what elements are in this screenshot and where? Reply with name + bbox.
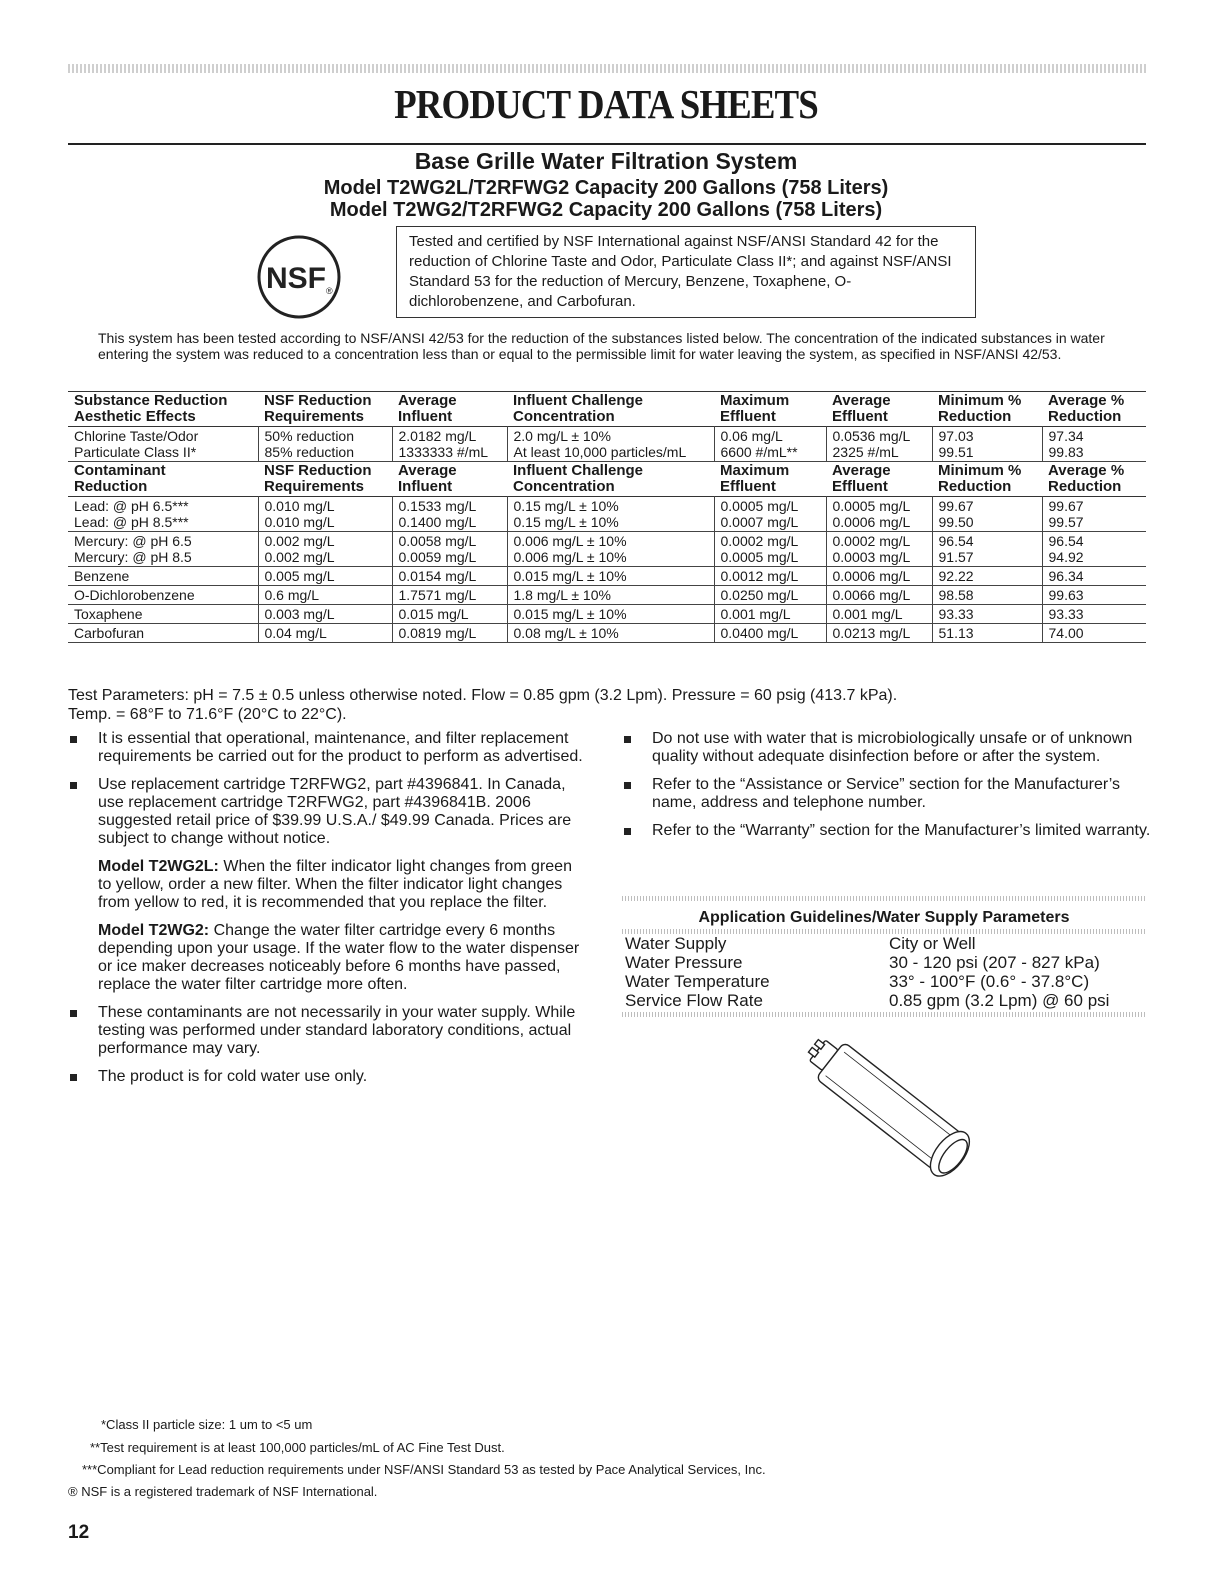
table-cell: 99.67 99.57 [1042, 497, 1146, 532]
dotted-divider [622, 1012, 1146, 1017]
table-cell: 0.003 mg/L [258, 605, 392, 624]
footnote-2: **Test requirement is at least 100,000 particles/mL of AC Fine Test Dust. [90, 1440, 505, 1455]
table-header-row [68, 392, 1146, 427]
column-header: Average Effluent [832, 392, 891, 425]
table-cell: 0.001 mg/L [826, 605, 932, 624]
right-column [622, 730, 1152, 850]
table-row [68, 567, 1146, 586]
table-row [68, 427, 1146, 462]
table-cell: 0.001 mg/L [714, 605, 826, 624]
column-header: NSF Reduction Requirements [264, 462, 372, 495]
footnote-4: ® NSF is a registered trademark of NSF International. [68, 1484, 378, 1499]
guidelines-title: Application Guidelines/Water Supply Parameters [698, 909, 1070, 926]
table-cell: 0.0005 mg/L 0.0006 mg/L [826, 497, 932, 532]
left-column [68, 730, 588, 1096]
table-cell: 97.03 99.51 [932, 427, 1042, 462]
table-cell: Mercury: @ pH 6.5 Mercury: @ pH 8.5 [68, 532, 258, 567]
table-cell: Chlorine Taste/Odor Particulate Class II* [68, 427, 258, 462]
list-item: Use replacement cartridge T2RFWG2, part #4396841. In Canada, use replacement cartridge T2RFWG2, part #4396841B. 2006 suggested retail price of $39.99 U.S.A./ $49.99 Canada. Prices are subject to change without notice. [68, 776, 588, 848]
table-cell: 51.13 [932, 624, 1042, 643]
table-cell: 0.005 mg/L [258, 567, 392, 586]
table-row [68, 532, 1146, 567]
test-parameters-line-2: Temp. = 68°F to 71.6°F (20°C to 22°C). [68, 706, 347, 723]
table-cell: 96.54 91.57 [932, 532, 1042, 567]
svg-text:®: ® [326, 286, 333, 296]
table-cell: 0.0819 mg/L [392, 624, 507, 643]
table-cell: 0.015 mg/L ± 10% [507, 567, 714, 586]
table-cell: 99.67 99.50 [932, 497, 1042, 532]
table-cell: 0.015 mg/L [392, 605, 507, 624]
table-cell: 97.34 99.83 [1042, 427, 1146, 462]
system-subtitle: Base Grille Water Filtration System [414, 148, 798, 174]
column-header: Minimum % Reduction [938, 462, 1022, 495]
table-cell: 0.015 mg/L ± 10% [507, 605, 714, 624]
table-cell: 0.0005 mg/L 0.0007 mg/L [714, 497, 826, 532]
table-cell: 0.04 mg/L [258, 624, 392, 643]
table-row [68, 624, 1146, 643]
nsf-logo-icon [256, 234, 342, 320]
table-cell: 0.1533 mg/L 0.1400 mg/L [392, 497, 507, 532]
column-header: NSF Reduction Requirements [264, 392, 372, 425]
table-cell: O-Dichlorobenzene [68, 586, 258, 605]
application-guidelines [622, 896, 1146, 1017]
list-item: These contaminants are not necessarily in your water supply. While testing was performed under standard laboratory conditions, actual performance may vary. [68, 1004, 588, 1058]
table-cell: 1.7571 mg/L [392, 586, 507, 605]
table-cell: 74.00 [1042, 624, 1146, 643]
model-t2wg2l-note [68, 858, 588, 912]
model-t2wg2-text: Change the water filter cartridge every 6 months depending upon your usage. If the water flow to the water dispenser or ice maker decreases noticeably before 6 months have passed, replace the water filter cartridge more often. [98, 922, 580, 993]
table-cell: 0.0400 mg/L [714, 624, 826, 643]
column-header: Average Influent [398, 392, 457, 425]
list-item: The product is for cold water use only. [68, 1068, 588, 1086]
certification-box: Tested and certified by NSF International against NSF/ANSI Standard 42 for the reduction of Chlorine Taste and Odor, Particulate Class II*; and against NSF/ANSI Standard 53 for the reduction of Mercury, Benzene, Toxaphene, O-dichlorobenzene, and Carbofuran. [396, 226, 976, 318]
header-dotted-strip [68, 64, 1146, 73]
guideline-row: Service Flow Rate 0.85 gpm (3.2 Lpm) @ 60 psi [625, 991, 1110, 1010]
dotted-divider [622, 896, 1146, 901]
table-cell: 92.22 [932, 567, 1042, 586]
column-header: Maximum Effluent [720, 462, 790, 495]
table-cell: 0.0012 mg/L [714, 567, 826, 586]
table-cell: Toxaphene [68, 605, 258, 624]
intro-paragraph: This system has been tested according to NSF/ANSI 42/53 for the reduction of the substances listed below. The concentration of the indicated substances in water entering the system was reduced to a concentration less than or equal to the permissible limit for water leaving the system, as specified in NSF/ANSI 42/53. [98, 330, 1105, 362]
table-cell: 0.006 mg/L ± 10% 0.006 mg/L ± 10% [507, 532, 714, 567]
table-cell: 0.0066 mg/L [826, 586, 932, 605]
table-cell: 0.15 mg/L ± 10% 0.15 mg/L ± 10% [507, 497, 714, 532]
table-row [68, 605, 1146, 624]
table-cell: 50% reduction 85% reduction [258, 427, 392, 462]
table-cell: 0.0006 mg/L [826, 567, 932, 586]
table-cell: 0.010 mg/L 0.010 mg/L [258, 497, 392, 532]
column-header: Influent Challenge Concentration [513, 392, 644, 425]
table-cell: 96.34 [1042, 567, 1146, 586]
table-row [68, 586, 1146, 605]
filter-cartridge-illustration [790, 1022, 990, 1192]
table-cell: 99.63 [1042, 586, 1146, 605]
page-title: PRODUCT DATA SHEETS [394, 81, 818, 127]
column-header: Average Influent [398, 462, 457, 495]
table-cell: Benzene [68, 567, 258, 586]
model-t2wg2-label: Model T2WG2: [98, 922, 210, 939]
list-item: Refer to the “Warranty” section for the Manufacturer’s limited warranty. [622, 822, 1152, 840]
list-item: It is essential that operational, maintenance, and filter replacement requirements be carried out for the product to perform as advertised. [68, 730, 588, 766]
page-number: 12 [68, 1522, 90, 1543]
model-line-1: Model T2WG2L/T2RFWG2 Capacity 200 Gallons (758 Liters) [323, 177, 889, 199]
table-cell: 0.0250 mg/L [714, 586, 826, 605]
table-cell: 0.002 mg/L 0.002 mg/L [258, 532, 392, 567]
table-cell: 93.33 [932, 605, 1042, 624]
title-rule [68, 143, 1146, 145]
test-parameters [68, 686, 1118, 724]
table-cell: 0.6 mg/L [258, 586, 392, 605]
test-parameters-line-1: Test Parameters: pH = 7.5 ± 0.5 unless otherwise noted. Flow = 0.85 gpm (3.2 Lpm). Pressure = 60 psig (413.7 kPa). [68, 687, 898, 704]
reduction-table [68, 391, 1146, 643]
table-cell: 96.54 94.92 [1042, 532, 1146, 567]
table-cell: 0.08 mg/L ± 10% [507, 624, 714, 643]
table-cell: 0.0002 mg/L 0.0005 mg/L [714, 532, 826, 567]
table-cell: 93.33 [1042, 605, 1146, 624]
column-header: Substance Reduction Aesthetic Effects [74, 392, 228, 425]
guideline-row: Water Temperature 33° - 100°F (0.6° - 37.8°C) [625, 972, 1090, 991]
svg-text:NSF: NSF [266, 262, 326, 295]
table-cell: 0.0536 mg/L 2325 #/mL [826, 427, 932, 462]
model-t2wg2l-label: Model T2WG2L: [98, 858, 219, 875]
column-header: Average % Reduction [1048, 392, 1125, 425]
column-header: Contaminant Reduction [74, 462, 166, 495]
table-cell: Lead: @ pH 6.5*** Lead: @ pH 8.5*** [68, 497, 258, 532]
column-header: Minimum % Reduction [938, 392, 1022, 425]
guideline-row: Water Supply City or Well [625, 934, 976, 953]
footnote-3: ***Compliant for Lead reduction requirements under NSF/ANSI Standard 53 as tested by Pace Analytical Services, Inc. [82, 1462, 766, 1477]
guideline-row: Water Pressure 30 - 120 psi (207 - 827 kPa) [625, 953, 1100, 972]
table-header-row [68, 462, 1146, 497]
column-header: Maximum Effluent [720, 392, 790, 425]
table-cell: 0.0213 mg/L [826, 624, 932, 643]
list-item: Do not use with water that is microbiologically unsafe or of unknown quality without adequate disinfection before or after the system. [622, 730, 1152, 766]
list-item: Refer to the “Assistance or Service” section for the Manufacturer’s name, address and telephone number. [622, 776, 1152, 812]
column-header: Influent Challenge Concentration [513, 462, 644, 495]
table-cell: 98.58 [932, 586, 1042, 605]
model-line-2: Model T2WG2/T2RFWG2 Capacity 200 Gallons (758 Liters) [329, 199, 883, 221]
table-cell: 0.0002 mg/L 0.0003 mg/L [826, 532, 932, 567]
table-cell: 0.06 mg/L 6600 #/mL** [714, 427, 826, 462]
footnote-1: *Class II particle size: 1 um to <5 um [101, 1417, 313, 1432]
table-cell: 1.8 mg/L ± 10% [507, 586, 714, 605]
table-cell: 2.0 mg/L ± 10% At least 10,000 particles/mL [507, 427, 714, 462]
table-cell: 2.0182 mg/L 1333333 #/mL [392, 427, 507, 462]
column-header: Average % Reduction [1048, 462, 1125, 495]
table-row [68, 497, 1146, 532]
model-t2wg2-note [68, 922, 588, 994]
table-cell: Carbofuran [68, 624, 258, 643]
model-t2wg2l-text: When the filter indicator light changes from green to yellow, order a new filter. When the filter indicator light changes from yellow to red, it is recommended that you replace the filter. [98, 858, 572, 911]
table-cell: 0.0154 mg/L [392, 567, 507, 586]
table-cell: 0.0058 mg/L 0.0059 mg/L [392, 532, 507, 567]
column-header: Average Effluent [832, 462, 891, 495]
